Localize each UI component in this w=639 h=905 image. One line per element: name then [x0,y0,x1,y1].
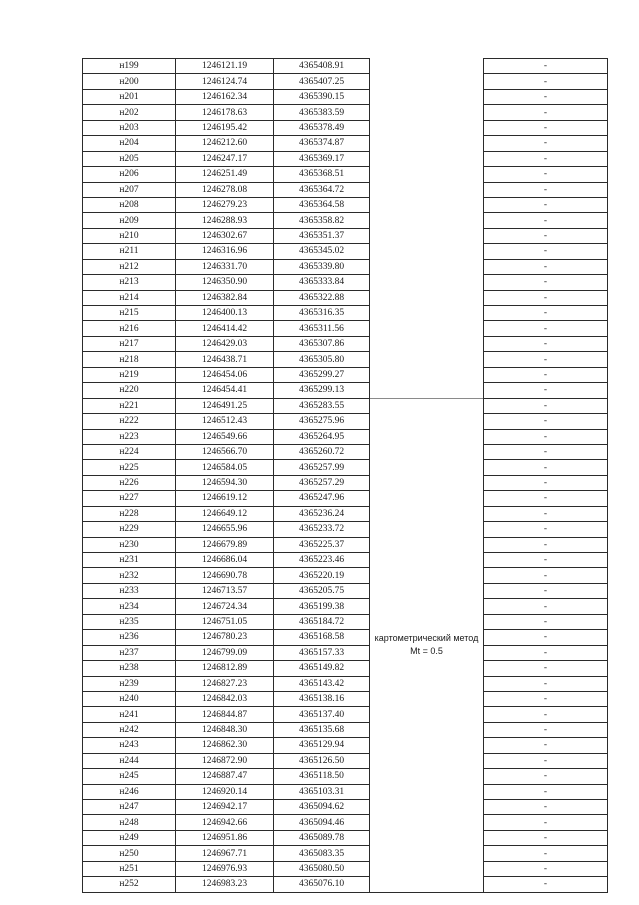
note-cell: - [484,553,608,568]
note-cell: - [484,769,608,784]
x-coordinate-cell: 1246967.71 [176,846,274,861]
point-id-cell: н217 [83,336,176,351]
point-id-cell: н211 [83,244,176,259]
method-cell: картометрический метод Mt = 0.5 [370,398,484,892]
y-coordinate-cell: 4365157.33 [274,645,370,660]
x-coordinate-cell: 1246195.42 [176,120,274,135]
point-id-cell: н242 [83,722,176,737]
y-coordinate-cell: 4365236.24 [274,506,370,521]
note-cell: - [484,444,608,459]
y-coordinate-cell: 4365351.37 [274,228,370,243]
y-coordinate-cell: 4365184.72 [274,614,370,629]
x-coordinate-cell: 1246350.90 [176,275,274,290]
note-cell: - [484,815,608,830]
y-coordinate-cell: 4365316.35 [274,306,370,321]
point-id-cell: н213 [83,275,176,290]
table-row [83,383,608,398]
x-coordinate-cell: 1246887.47 [176,769,274,784]
x-coordinate-cell: 1246713.57 [176,583,274,598]
note-cell: - [484,676,608,691]
table-row [83,259,608,274]
point-id-cell: н250 [83,846,176,861]
note-cell: - [484,614,608,629]
x-coordinate-cell: 1246400.13 [176,306,274,321]
y-coordinate-cell: 4365358.82 [274,213,370,228]
table-row [83,398,608,413]
y-coordinate-cell: 4365089.78 [274,830,370,845]
y-coordinate-cell: 4365257.29 [274,475,370,490]
table-row [83,151,608,166]
y-coordinate-cell: 4365129.94 [274,738,370,753]
x-coordinate-cell: 1246162.34 [176,89,274,104]
x-coordinate-cell: 1246512.43 [176,414,274,429]
table-row [83,645,608,660]
x-coordinate-cell: 1246178.63 [176,105,274,120]
note-cell: - [484,290,608,305]
note-cell: - [484,738,608,753]
table-row [83,182,608,197]
y-coordinate-cell: 4365408.91 [274,59,370,74]
note-cell: - [484,275,608,290]
point-id-cell: н212 [83,259,176,274]
x-coordinate-cell: 1246812.89 [176,661,274,676]
table-row [83,614,608,629]
y-coordinate-cell: 4365305.80 [274,352,370,367]
point-id-cell: н226 [83,475,176,490]
y-coordinate-cell: 4365126.50 [274,753,370,768]
point-id-cell: н252 [83,877,176,892]
table-row [83,583,608,598]
note-cell: - [484,306,608,321]
coordinates-table-body [83,59,608,893]
table-row [83,691,608,706]
note-cell: - [484,491,608,506]
table-row [83,167,608,182]
table-row [83,244,608,259]
point-id-cell: н225 [83,460,176,475]
y-coordinate-cell: 4365307.86 [274,336,370,351]
x-coordinate-cell: 1246920.14 [176,784,274,799]
point-id-cell: н235 [83,614,176,629]
y-coordinate-cell: 4365345.02 [274,244,370,259]
point-id-cell: н221 [83,398,176,413]
point-id-cell: н245 [83,769,176,784]
y-coordinate-cell: 4365311.56 [274,321,370,336]
point-id-cell: н229 [83,522,176,537]
point-id-cell: н232 [83,568,176,583]
note-cell: - [484,475,608,490]
table-row [83,738,608,753]
point-id-cell: н215 [83,306,176,321]
note-cell: - [484,722,608,737]
note-cell: - [484,367,608,382]
table-row [83,460,608,475]
y-coordinate-cell: 4365138.16 [274,691,370,706]
note-cell: - [484,830,608,845]
y-coordinate-cell: 4365199.38 [274,599,370,614]
x-coordinate-cell: 1246331.70 [176,259,274,274]
table-row [83,213,608,228]
x-coordinate-cell: 1246279.23 [176,197,274,212]
note-cell: - [484,460,608,475]
x-coordinate-cell: 1246751.05 [176,614,274,629]
table-row [83,676,608,691]
y-coordinate-cell: 4365322.88 [274,290,370,305]
table-row [83,367,608,382]
x-coordinate-cell: 1246454.06 [176,367,274,382]
y-coordinate-cell: 4365364.58 [274,197,370,212]
note-cell: - [484,59,608,74]
point-id-cell: н230 [83,537,176,552]
note-cell: - [484,784,608,799]
x-coordinate-cell: 1246251.49 [176,167,274,182]
point-id-cell: н205 [83,151,176,166]
point-id-cell: н214 [83,290,176,305]
table-row [83,800,608,815]
y-coordinate-cell: 4365094.62 [274,800,370,815]
point-id-cell: н243 [83,738,176,753]
point-id-cell: н204 [83,136,176,151]
y-coordinate-cell: 4365368.51 [274,167,370,182]
note-cell: - [484,352,608,367]
x-coordinate-cell: 1246566.70 [176,444,274,459]
point-id-cell: н239 [83,676,176,691]
point-id-cell: н200 [83,74,176,89]
y-coordinate-cell: 4365118.50 [274,769,370,784]
point-id-cell: н249 [83,830,176,845]
y-coordinate-cell: 4365143.42 [274,676,370,691]
point-id-cell: н223 [83,429,176,444]
table-row [83,661,608,676]
note-cell: - [484,120,608,135]
x-coordinate-cell: 1246848.30 [176,722,274,737]
table-row [83,630,608,645]
table-row [83,861,608,876]
y-coordinate-cell: 4365080.50 [274,861,370,876]
y-coordinate-cell: 4365094.46 [274,815,370,830]
point-id-cell: н231 [83,553,176,568]
note-cell: - [484,707,608,722]
x-coordinate-cell: 1246983.23 [176,877,274,892]
table-row [83,197,608,212]
note-cell: - [484,877,608,892]
x-coordinate-cell: 1246124.74 [176,74,274,89]
x-coordinate-cell: 1246942.66 [176,815,274,830]
note-cell: - [484,244,608,259]
point-id-cell: н210 [83,228,176,243]
table-row [83,491,608,506]
y-coordinate-cell: 4365076.10 [274,877,370,892]
table-row [83,877,608,892]
table-row [83,784,608,799]
x-coordinate-cell: 1246454.41 [176,383,274,398]
y-coordinate-cell: 4365205.75 [274,583,370,598]
table-row [83,429,608,444]
method-cell-upper [370,59,484,399]
point-id-cell: н220 [83,383,176,398]
note-cell: - [484,398,608,413]
x-coordinate-cell: 1246278.08 [176,182,274,197]
y-coordinate-cell: 4365369.17 [274,151,370,166]
point-id-cell: н227 [83,491,176,506]
y-coordinate-cell: 4365390.15 [274,89,370,104]
point-id-cell: н247 [83,800,176,815]
point-id-cell: н219 [83,367,176,382]
note-cell: - [484,800,608,815]
point-id-cell: н246 [83,784,176,799]
y-coordinate-cell: 4365299.13 [274,383,370,398]
y-coordinate-cell: 4365257.99 [274,460,370,475]
x-coordinate-cell: 1246549.66 [176,429,274,444]
y-coordinate-cell: 4365364.72 [274,182,370,197]
note-cell: - [484,661,608,676]
y-coordinate-cell: 4365103.31 [274,784,370,799]
point-id-cell: н241 [83,707,176,722]
point-id-cell: н238 [83,661,176,676]
x-coordinate-cell: 1246438.71 [176,352,274,367]
point-id-cell: н199 [83,59,176,74]
point-id-cell: н202 [83,105,176,120]
y-coordinate-cell: 4365223.46 [274,553,370,568]
note-cell: - [484,89,608,104]
table-row [83,444,608,459]
x-coordinate-cell: 1246247.17 [176,151,274,166]
x-coordinate-cell: 1246942.17 [176,800,274,815]
x-coordinate-cell: 1246302.67 [176,228,274,243]
y-coordinate-cell: 4365299.27 [274,367,370,382]
y-coordinate-cell: 4365137.40 [274,707,370,722]
table-row [83,89,608,104]
x-coordinate-cell: 1246724.34 [176,599,274,614]
note-cell: - [484,861,608,876]
note-cell: - [484,522,608,537]
point-id-cell: н233 [83,583,176,598]
point-id-cell: н209 [83,213,176,228]
table-row [83,769,608,784]
table-row [83,722,608,737]
y-coordinate-cell: 4365333.84 [274,275,370,290]
table-row [83,475,608,490]
y-coordinate-cell: 4365083.35 [274,846,370,861]
note-cell: - [484,846,608,861]
x-coordinate-cell: 1246288.93 [176,213,274,228]
y-coordinate-cell: 4365378.49 [274,120,370,135]
x-coordinate-cell: 1246780.23 [176,630,274,645]
y-coordinate-cell: 4365383.59 [274,105,370,120]
note-cell: - [484,167,608,182]
table-row [83,815,608,830]
table-row [83,553,608,568]
point-id-cell: н222 [83,414,176,429]
x-coordinate-cell: 1246872.90 [176,753,274,768]
point-id-cell: н236 [83,630,176,645]
y-coordinate-cell: 4365260.72 [274,444,370,459]
point-id-cell: н224 [83,444,176,459]
y-coordinate-cell: 4365233.72 [274,522,370,537]
point-id-cell: н207 [83,182,176,197]
note-cell: - [484,568,608,583]
x-coordinate-cell: 1246686.04 [176,553,274,568]
note-cell: - [484,151,608,166]
note-cell: - [484,599,608,614]
point-id-cell: н251 [83,861,176,876]
note-cell: - [484,182,608,197]
x-coordinate-cell: 1246951.86 [176,830,274,845]
x-coordinate-cell: 1246649.12 [176,506,274,521]
table-row [83,537,608,552]
table-row [83,599,608,614]
y-coordinate-cell: 4365220.19 [274,568,370,583]
x-coordinate-cell: 1246429.03 [176,336,274,351]
table-row [83,414,608,429]
point-id-cell: н208 [83,197,176,212]
x-coordinate-cell: 1246799.09 [176,645,274,660]
note-cell: - [484,414,608,429]
table-row [83,228,608,243]
table-row [83,846,608,861]
note-cell: - [484,136,608,151]
x-coordinate-cell: 1246679.89 [176,537,274,552]
note-cell: - [484,105,608,120]
y-coordinate-cell: 4365264.95 [274,429,370,444]
x-coordinate-cell: 1246584.05 [176,460,274,475]
note-cell: - [484,537,608,552]
point-id-cell: н234 [83,599,176,614]
table-row [83,321,608,336]
point-id-cell: н201 [83,89,176,104]
table-row [83,753,608,768]
note-cell: - [484,645,608,660]
table-row [83,707,608,722]
table-row [83,74,608,89]
note-cell: - [484,630,608,645]
coordinates-table [82,58,608,893]
note-cell: - [484,74,608,89]
note-cell: - [484,506,608,521]
table-row [83,352,608,367]
table-row [83,59,608,74]
note-cell: - [484,583,608,598]
table-row [83,136,608,151]
point-id-cell: н228 [83,506,176,521]
x-coordinate-cell: 1246844.87 [176,707,274,722]
x-coordinate-cell: 1246316.96 [176,244,274,259]
table-row [83,336,608,351]
table-row [83,275,608,290]
y-coordinate-cell: 4365283.55 [274,398,370,413]
y-coordinate-cell: 4365275.96 [274,414,370,429]
y-coordinate-cell: 4365149.82 [274,661,370,676]
y-coordinate-cell: 4365407.25 [274,74,370,89]
table-row [83,306,608,321]
x-coordinate-cell: 1246594.30 [176,475,274,490]
table-row [83,105,608,120]
note-cell: - [484,321,608,336]
x-coordinate-cell: 1246212.60 [176,136,274,151]
point-id-cell: н203 [83,120,176,135]
x-coordinate-cell: 1246414.42 [176,321,274,336]
note-cell: - [484,259,608,274]
x-coordinate-cell: 1246655.96 [176,522,274,537]
note-cell: - [484,228,608,243]
x-coordinate-cell: 1246976.93 [176,861,274,876]
point-id-cell: н244 [83,753,176,768]
x-coordinate-cell: 1246121.19 [176,59,274,74]
x-coordinate-cell: 1246619.12 [176,491,274,506]
note-cell: - [484,213,608,228]
x-coordinate-cell: 1246827.23 [176,676,274,691]
y-coordinate-cell: 4365135.68 [274,722,370,737]
point-id-cell: н240 [83,691,176,706]
y-coordinate-cell: 4365374.87 [274,136,370,151]
point-id-cell: н216 [83,321,176,336]
table-row [83,830,608,845]
note-cell: - [484,336,608,351]
table-row [83,568,608,583]
y-coordinate-cell: 4365168.58 [274,630,370,645]
x-coordinate-cell: 1246491.25 [176,398,274,413]
y-coordinate-cell: 4365225.37 [274,537,370,552]
x-coordinate-cell: 1246690.78 [176,568,274,583]
note-cell: - [484,197,608,212]
table-row [83,120,608,135]
note-cell: - [484,429,608,444]
y-coordinate-cell: 4365247.96 [274,491,370,506]
table-row [83,522,608,537]
note-cell: - [484,691,608,706]
y-coordinate-cell: 4365339.80 [274,259,370,274]
table-row [83,506,608,521]
point-id-cell: н248 [83,815,176,830]
note-cell: - [484,753,608,768]
point-id-cell: н237 [83,645,176,660]
table-row [83,290,608,305]
point-id-cell: н206 [83,167,176,182]
point-id-cell: н218 [83,352,176,367]
x-coordinate-cell: 1246842.03 [176,691,274,706]
note-cell: - [484,383,608,398]
x-coordinate-cell: 1246862.30 [176,738,274,753]
x-coordinate-cell: 1246382.84 [176,290,274,305]
